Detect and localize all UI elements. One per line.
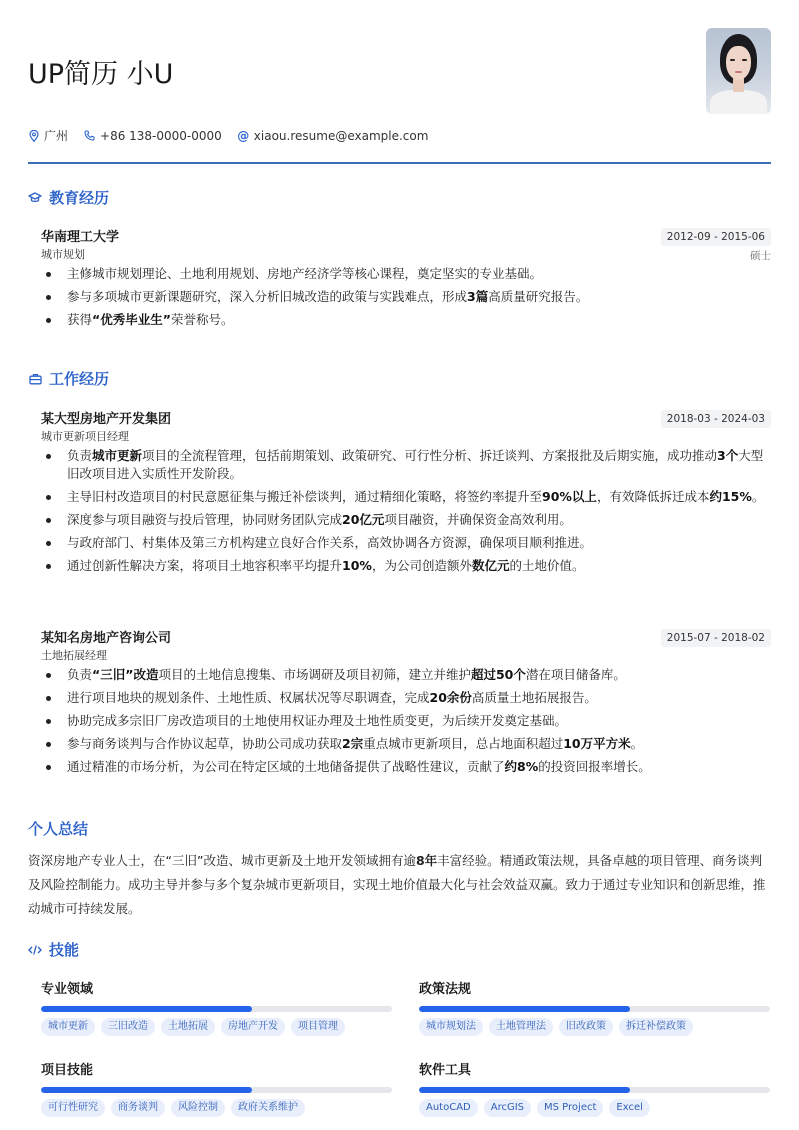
text-segment: 重点城市更新项目，总占地面积超过: [363, 736, 564, 751]
skill-tag: ArcGIS: [484, 1099, 531, 1117]
phone-icon: [84, 130, 95, 142]
text-segment: 的投资回报率增长。: [538, 759, 651, 774]
skill-group-name: 软件工具: [419, 1063, 472, 1078]
profile-photo: [706, 28, 771, 114]
section-label: 技能: [49, 941, 80, 959]
bullet-item: [41, 447, 771, 483]
highlight-text: 8年: [415, 853, 438, 868]
highlight-text: 3篇: [467, 289, 489, 304]
contact-phone: [84, 129, 222, 143]
company-name: 某知名房地产咨询公司: [41, 631, 172, 646]
skill-tag: 项目管理: [291, 1018, 345, 1036]
section-title-skills: [28, 939, 79, 960]
highlight-text: “三旧”改造: [92, 667, 159, 682]
highlight-text: 10万平方米: [563, 736, 631, 751]
text-segment: 荣誉称号。: [170, 312, 234, 327]
email-text[interactable]: xiaou.resume@example.com: [253, 128, 429, 143]
bullet-list: [41, 265, 771, 329]
text-segment: 主导旧村改造项目的村民意愿征集与搬迁补偿谈判，通过精细化策略，将签约率提升至: [67, 489, 543, 504]
bullet-item: [41, 666, 771, 684]
skill-tags: [419, 1018, 770, 1036]
at-sign-icon: @: [237, 128, 250, 143]
skill-group: [41, 1062, 392, 1117]
skill-tag: 城市规划法: [419, 1018, 483, 1036]
skill-progress-bar: [41, 1006, 392, 1012]
skill-group: [41, 981, 392, 1036]
highlight-text: 2宗: [342, 736, 364, 751]
text-segment: ，有效降低拆迁成本: [596, 489, 710, 504]
section-title-education: [28, 187, 109, 208]
bullet-item: [41, 712, 771, 730]
section-label: 教育经历: [49, 189, 110, 207]
highlight-text: “优秀毕业生”: [92, 312, 171, 327]
highlight-text: 20亿元: [342, 512, 385, 527]
skill-group: [419, 1062, 770, 1117]
photo-body: [710, 90, 767, 114]
text-segment: 高质量土地拓展报告。: [471, 690, 597, 705]
bullet-item: [41, 488, 771, 506]
text-segment: 。: [630, 736, 644, 751]
skill-tag: 城市更新: [41, 1018, 95, 1036]
photo-face: [726, 46, 751, 80]
highlight-text: 20余份: [429, 690, 472, 705]
summary-text: [28, 849, 773, 921]
date-badge: 2015-07 - 2018-02: [661, 629, 771, 647]
education-entry: [41, 229, 771, 334]
section-title-summary: [28, 818, 88, 839]
school-name: 华南理工大学: [41, 230, 120, 245]
photo-eye: [742, 59, 747, 61]
text-segment: 负责: [67, 667, 93, 682]
bullet-list: [41, 447, 771, 575]
skill-progress-fill: [419, 1006, 630, 1012]
photo-eye: [730, 59, 735, 61]
highlight-text: 超过50个: [470, 667, 526, 682]
text-segment: 的土地价值。: [509, 558, 585, 573]
section-label: 工作经历: [49, 370, 110, 388]
skill-progress-bar: [419, 1087, 770, 1093]
company-name: 某大型房地产开发集团: [41, 412, 172, 427]
bullet-item: [41, 689, 771, 707]
text-segment: 与政府部门、村集体及第三方机构建立良好合作关系，高效协调各方资源，确保项目顺利推进。: [67, 535, 593, 550]
photo-lip: [735, 71, 742, 73]
text-segment: ，为公司创造额外: [371, 558, 472, 573]
text-segment: 通过创新性解决方案，将项目土地容积率平均提升: [67, 558, 343, 573]
skill-group-name: 项目技能: [41, 1063, 94, 1078]
location-text: 广州: [44, 129, 69, 143]
text-segment: 获得: [67, 312, 93, 327]
skill-tag: 三旧改造: [101, 1018, 155, 1036]
photo-neck: [733, 78, 744, 92]
skill-tag: 土地拓展: [161, 1018, 215, 1036]
skill-tag: 旧改政策: [559, 1018, 613, 1036]
text-segment: 资深房地产专业人士，在“三旧”改造、城市更新及土地开发领域拥有逾: [28, 853, 416, 868]
skill-progress-fill: [41, 1006, 252, 1012]
bullet-item: [41, 265, 771, 283]
skill-tag: 商务谈判: [111, 1099, 165, 1117]
skill-tags: [41, 1018, 392, 1036]
text-segment: 参与多项城市更新课题研究，深入分析旧城改造的政策与实践难点，形成: [67, 289, 468, 304]
skill-progress-bar: [41, 1087, 392, 1093]
text-segment: 。: [751, 489, 765, 504]
skill-progress-bar: [419, 1006, 770, 1012]
bullet-item: [41, 557, 771, 575]
text-segment: 协助完成多宗旧厂房改造项目的土地使用权证办理及土地性质变更，为后续开发奠定基础。: [67, 713, 568, 728]
bullet-item: [41, 288, 771, 306]
candidate-name: UP简历 小U: [28, 59, 174, 90]
skill-tag: AutoCAD: [419, 1099, 478, 1117]
highlight-text: 数亿元: [471, 558, 510, 573]
phone-text[interactable]: +86 138-0000-0000: [100, 128, 222, 143]
highlight-text: 城市更新: [92, 448, 143, 463]
graduation-cap-icon: [28, 191, 42, 205]
contact-email: [238, 129, 429, 143]
text-segment: 项目的土地信息搜集、市场调研及项目初筛，建立并维护: [158, 667, 471, 682]
highlight-text: 3个: [717, 448, 739, 463]
skill-tags: [41, 1099, 392, 1117]
text-segment: 高质量研究报告。: [488, 289, 589, 304]
text-segment: 潜在项目储备库。: [525, 667, 626, 682]
skill-progress-fill: [419, 1087, 630, 1093]
text-segment: 深度参与项目融资与投后管理，协同财务团队完成: [67, 512, 343, 527]
skill-tag: 拆迁补偿政策: [619, 1018, 693, 1036]
highlight-text: 10%: [342, 558, 372, 573]
briefcase-icon: [28, 372, 42, 386]
skill-group: [419, 981, 770, 1036]
contact-row: [28, 127, 444, 144]
text-segment: 参与商务谈判与合作协议起草，协助公司成功获取: [67, 736, 343, 751]
text-segment: 主修城市规划理论、土地利用规划、房地产经济学等核心课程，奠定坚实的专业基础。: [67, 266, 543, 281]
date-badge: 2012-09 - 2015-06: [661, 228, 771, 246]
section-label: 个人总结: [28, 820, 89, 838]
header-divider: [28, 162, 771, 164]
skill-tag: 土地管理法: [489, 1018, 553, 1036]
skill-group-name: 政策法规: [419, 982, 472, 997]
bullet-item: [41, 758, 771, 776]
skill-tag: MS Project: [537, 1099, 603, 1117]
bullet-list: [41, 666, 771, 776]
job-title: 土地拓展经理: [41, 649, 107, 662]
highlight-text: 约15%: [709, 489, 752, 504]
bullet-item: [41, 735, 771, 753]
text-segment: 项目融资，并确保资金高效利用。: [384, 512, 572, 527]
bullet-item: [41, 311, 771, 329]
skill-tag: 风险控制: [171, 1099, 225, 1117]
bullet-item: [41, 534, 771, 552]
text-segment: 负责: [67, 448, 93, 463]
text-segment: 项目的全流程管理，包括前期策划、政策研究、可行性分析、拆迁谈判、方案报批及后期实施，成功推动: [142, 448, 718, 463]
major: 城市规划: [41, 248, 85, 261]
degree: 硕士: [750, 250, 771, 262]
date-badge: 2018-03 - 2024-03: [661, 410, 771, 428]
contact-location: [28, 127, 68, 144]
work-entry: [41, 411, 771, 580]
skill-tag: 可行性研究: [41, 1099, 105, 1117]
skill-tag: 政府关系维护: [231, 1099, 305, 1117]
highlight-text: 约8%: [504, 759, 539, 774]
skill-tags: [419, 1099, 770, 1117]
skill-progress-fill: [41, 1087, 252, 1093]
work-entry: [41, 630, 771, 781]
text-segment: 进行项目地块的规划条件、土地性质、权属状况等尽职调查，完成: [67, 690, 430, 705]
code-icon: [28, 943, 42, 957]
text-segment: 丰富经验。精通政策法规，具备卓越的项目管理、商务谈判及风险控制能力。成功主导并参与多个复杂城市更新项目，实现土地价值最大化与社会效益双赢。致力于通过专业知识和创新思维，推动城市可持续发展。: [28, 853, 766, 916]
section-title-work: [28, 368, 109, 389]
highlight-text: 90%以上: [542, 489, 597, 504]
job-title: 城市更新项目经理: [41, 430, 129, 443]
text-segment: 通过精准的市场分析，为公司在特定区域的土地储备提供了战略性建议，贡献了: [67, 759, 505, 774]
skill-tag: 房地产开发: [221, 1018, 285, 1036]
skill-group-name: 专业领域: [41, 982, 94, 997]
bullet-item: [41, 511, 771, 529]
map-pin-icon: [28, 130, 39, 142]
skill-tag: Excel: [609, 1099, 650, 1117]
text-segment: 大型旧改项目进入实质性开发阶段。: [67, 448, 764, 481]
